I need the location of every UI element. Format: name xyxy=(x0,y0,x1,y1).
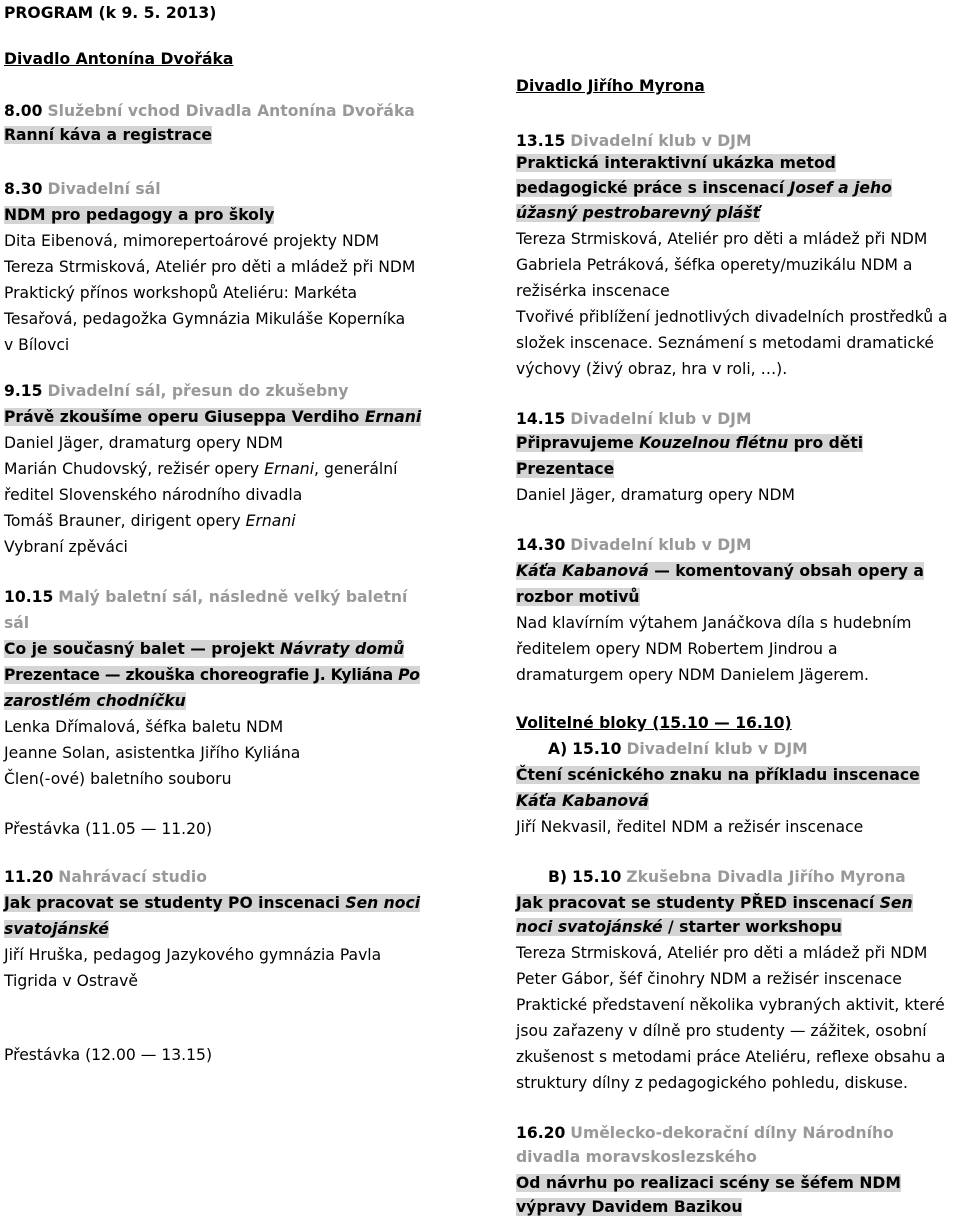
speaker-line: Daniel Jäger, dramaturg opery NDM xyxy=(4,434,283,452)
description-line: jsou zařazeny v dílně pro studenty — zážitek, osobní xyxy=(516,1022,927,1040)
description-line: složek inscenace. Seznámení s metodami dramatické xyxy=(516,334,935,352)
block-a-header: A) 15.10 Divadelní klub v DJM xyxy=(548,740,808,758)
speaker-line: Tereza Strmisková, Ateliér pro děti a mládež při NDM xyxy=(516,944,928,962)
session-time-place: 14.15 Divadelní klub v DJM xyxy=(516,410,752,428)
venue-dvorak: Divadlo Antonína Dvořáka xyxy=(4,50,234,68)
session-title: Praktická interaktivní ukázka metod xyxy=(516,154,836,172)
venue-myron: Divadlo Jiřího Myrona xyxy=(516,77,705,95)
optional-blocks-heading: Volitelné bloky (15.10 — 16.10) xyxy=(516,714,792,732)
session-time-place: 10.15 Malý baletní sál, následně velký baletní xyxy=(4,588,408,606)
session-title: výpravy Davidem Bazikou xyxy=(516,1198,743,1216)
session-title: zarostlém chodníčku xyxy=(4,692,186,710)
speaker-line: ředitel Slovenského národního divadla xyxy=(4,486,303,504)
program-header: PROGRAM (k 9. 5. 2013) xyxy=(4,4,217,22)
session-time-place: 14.30 Divadelní klub v DJM xyxy=(516,536,752,554)
session-place: divadla moravskoslezského xyxy=(516,1148,757,1166)
speaker-line: Dita Eibenová, mimorepertoárové projekty NDM xyxy=(4,232,380,250)
speaker-line: Tigrida v Ostravě xyxy=(4,972,138,990)
session-time-place: 11.20 Nahrávací studio xyxy=(4,868,207,886)
session-title: Káťa Kabanová xyxy=(516,792,649,810)
speaker-line: Lenka Dřímalová, šéfka baletu NDM xyxy=(4,718,284,736)
description-line: zkušenost s metodami práce Ateliéru, reflexe obsahu a xyxy=(516,1048,946,1066)
session-title: Ranní káva a registrace xyxy=(4,126,213,144)
description-line: Tvořivé přiblížení jednotlivých divadelních prostředků a xyxy=(516,308,948,326)
session-title: NDM pro pedagogy a pro školy xyxy=(4,206,275,224)
session-title: Jak pracovat se studenty PŘED inscenací Sen xyxy=(516,894,913,912)
session-title: Káťa Kabanová — komentovaný obsah opery a xyxy=(516,562,924,580)
break-line: Přestávka (11.05 — 11.20) xyxy=(4,820,213,838)
description-line: Nad klavírním výtahem Janáčkova díla s hudebním xyxy=(516,614,912,632)
session-title: Připravujeme Kouzelnou flétnu pro děti xyxy=(516,434,864,452)
session-time-place: 16.20 Umělecko-dekorační dílny Národního xyxy=(516,1124,894,1142)
session-time-place xyxy=(4,98,415,124)
session-title: svatojánské xyxy=(4,920,109,938)
speaker-line: Tesařová, pedagožka Gymnázia Mikuláše Koperníka xyxy=(4,310,406,328)
speaker-line: Gabriela Petráková, šéfka operety/muzikálu NDM a xyxy=(516,256,913,274)
break-line: Přestávka (12.00 — 13.15) xyxy=(4,1046,213,1064)
description-line: ředitelem opery NDM Robertem Jindrou a xyxy=(516,640,838,658)
session-title: Prezentace — zkouška choreografie J. Kyliána Po xyxy=(4,666,420,684)
description-line: struktury dílny z pedagogického pohledu, diskuse. xyxy=(516,1074,908,1092)
speaker-line: Peter Gábor, šéf činohry NDM a režisér inscenace xyxy=(516,970,902,988)
speaker-line: Jeanne Solan, asistentka Jiřího Kyliána xyxy=(4,744,301,762)
session-place: Služební vchod Divadla Antonína Dvořáka xyxy=(47,102,415,120)
session-title: rozbor motivů xyxy=(516,588,640,606)
speaker-line: Tereza Strmisková, Ateliér pro děti a mládež při NDM xyxy=(516,230,928,248)
session-time-place: 13.15 Divadelní klub v DJM xyxy=(516,132,752,150)
session-title: úžasný pestrobarevný plášť xyxy=(516,204,761,222)
description-line: dramaturgem opery NDM Danielem Jägerem. xyxy=(516,666,869,684)
session-title: Co je současný balet — projekt Návraty domů xyxy=(4,640,405,658)
block-b-header: B) 15.10 Zkušebna Divadla Jiřího Myrona xyxy=(548,868,906,886)
session-title: Jak pracovat se studenty PO inscenaci Sen noci xyxy=(4,894,421,912)
session-time-place: 8.30 Divadelní sál xyxy=(4,180,161,198)
speaker-line: Tereza Strmisková, Ateliér pro děti a mládež při NDM xyxy=(4,258,416,276)
speaker-line: v Bílovci xyxy=(4,336,70,354)
speaker-line: Praktický přínos workshopů Ateliéru: Markéta xyxy=(4,284,357,302)
session-title: pedagogické práce s inscenací Josef a jeho xyxy=(516,179,892,197)
speaker-line: Jiří Hruška, pedagog Jazykového gymnázia Pavla xyxy=(4,946,382,964)
session-title: noci svatojánské / starter workshopu xyxy=(516,918,842,936)
speaker-line: režisérka inscenace xyxy=(516,282,670,300)
speaker-line: Tomáš Brauner, dirigent opery Ernani xyxy=(4,512,296,530)
speaker-line: Jiří Nekvasil, ředitel NDM a režisér inscenace xyxy=(516,818,864,836)
session-time: 8.00 xyxy=(4,102,43,120)
speaker-line: Daniel Jäger, dramaturg opery NDM xyxy=(516,486,795,504)
session-title: Právě zkoušíme operu Giuseppa Verdiho Ernani xyxy=(4,408,422,426)
speaker-line: Člen(-ové) baletního souboru xyxy=(4,770,232,788)
description-line: výchovy (živý obraz, hra v roli, …). xyxy=(516,360,788,378)
speaker-line: Marián Chudovský, režisér opery Ernani, generální xyxy=(4,460,398,478)
session-title: Od návrhu po realizaci scény se šéfem NDM xyxy=(516,1174,901,1192)
session-title: Čtení scénického znaku na příkladu inscenace xyxy=(516,766,920,784)
session-time-place: 9.15 Divadelní sál, přesun do zkušebny xyxy=(4,382,349,400)
description-line: Praktické představení několika vybraných aktivit, které xyxy=(516,996,945,1014)
session-place: sál xyxy=(4,614,30,632)
speaker-line: Vybraní zpěváci xyxy=(4,538,128,556)
session-title: Prezentace xyxy=(516,460,615,478)
